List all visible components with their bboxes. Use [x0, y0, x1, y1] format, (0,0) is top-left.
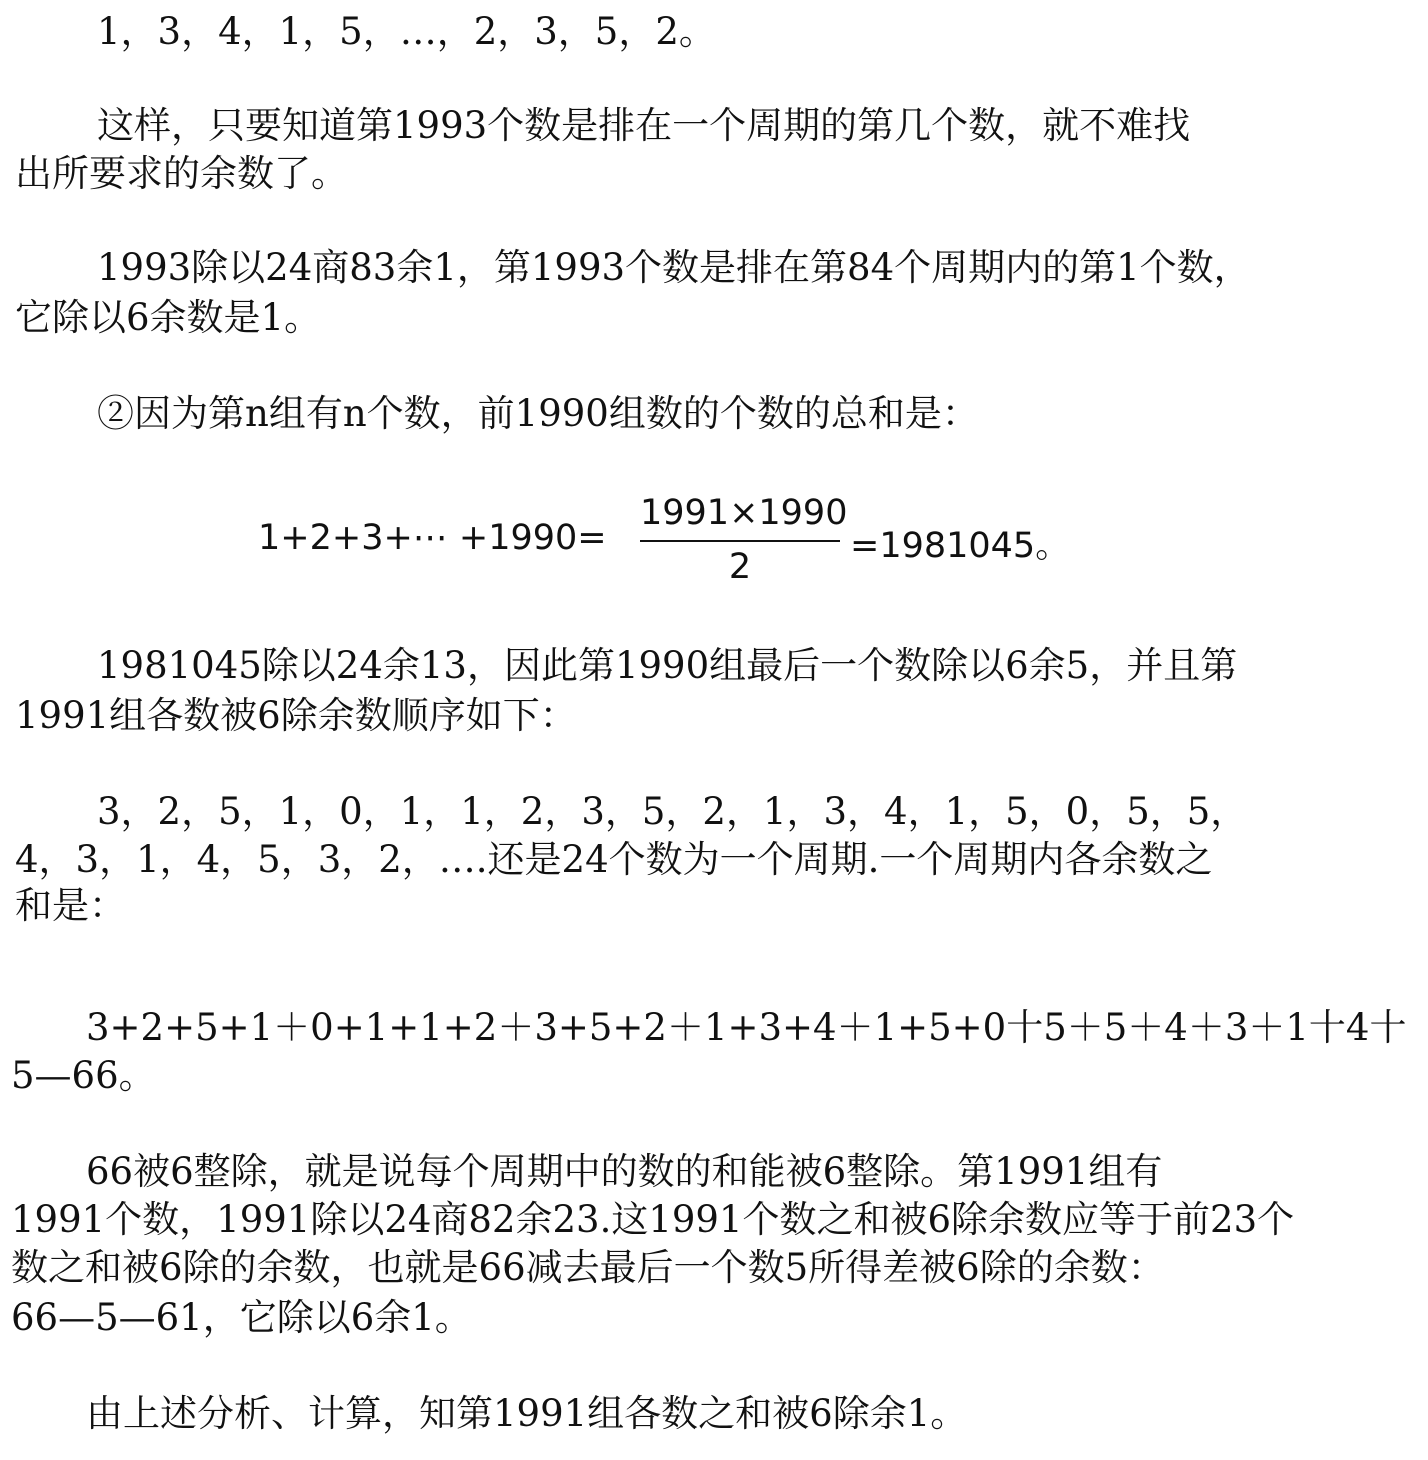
formula-denominator: 2: [728, 547, 752, 587]
paragraph-5-line-3: 和是：: [15, 884, 126, 927]
paragraph-1-line-1: 这样，只要知道第1993个数是排在一个周期的第几个数，就不难找: [97, 104, 1191, 147]
formula-lhs: 1+2+3+⋯ +1990=: [258, 518, 607, 558]
formula-numerator: 1991×1990: [640, 493, 848, 533]
fraction-bar: [640, 540, 840, 542]
paragraph-4-line-1: 1981045除以24余13，因此第1990组最后一个数除以6余5，并且第: [97, 644, 1238, 687]
formula-fraction: [640, 492, 848, 588]
formula-rhs: =1981045。: [850, 526, 1071, 566]
paragraph-6-line-1: 3+2+5+1＋0+1+1+2＋3+5+2＋1+3+4＋1+5+0十5＋5＋4＋3＋1十4十: [86, 1006, 1407, 1049]
paragraph-2-line-1: 1993除以24商83余1，第1993个数是排在第84个周期内的第1个数，: [97, 246, 1251, 289]
paragraph-7-line-1: 66被6整除，就是说每个周期中的数的和能被6整除。第1991组有: [86, 1150, 1163, 1193]
paragraph-7-line-3: 数之和被6除的余数，也就是66减去最后一个数5所得差被6除的余数：: [11, 1246, 1165, 1289]
paragraph-7-line-4: 66—5—61，它除以6余1。: [11, 1296, 472, 1339]
paragraph-7-line-2: 1991个数，1991除以24商82余23.这1991个数之和被6除余数应等于前23个: [11, 1198, 1295, 1241]
paragraph-5-line-2: 4，3，1，4，5，3，2，….还是24个数为一个周期.一个周期内各余数之: [15, 838, 1213, 881]
paragraph-3: ②因为第n组有n个数，前1990组数的个数的总和是：: [97, 392, 979, 435]
sequence-line: 1，3，4，1，5，…，2，3，5，2。: [97, 10, 716, 53]
paragraph-8: 由上述分析、计算，知第1991组各数之和被6除余1。: [86, 1392, 968, 1435]
paragraph-6-line-2: 5—66。: [11, 1054, 156, 1097]
paragraph-1-line-2: 出所要求的余数了。: [15, 152, 348, 195]
paragraph-4-line-2: 1991组各数被6除余数顺序如下：: [15, 694, 577, 737]
paragraph-5-line-1: 3，2，5，1，0，1，1，2，3，5，2，1，3，4，1，5，0，5，5，: [97, 790, 1248, 833]
paragraph-2-line-2: 它除以6余数是1。: [15, 296, 322, 339]
